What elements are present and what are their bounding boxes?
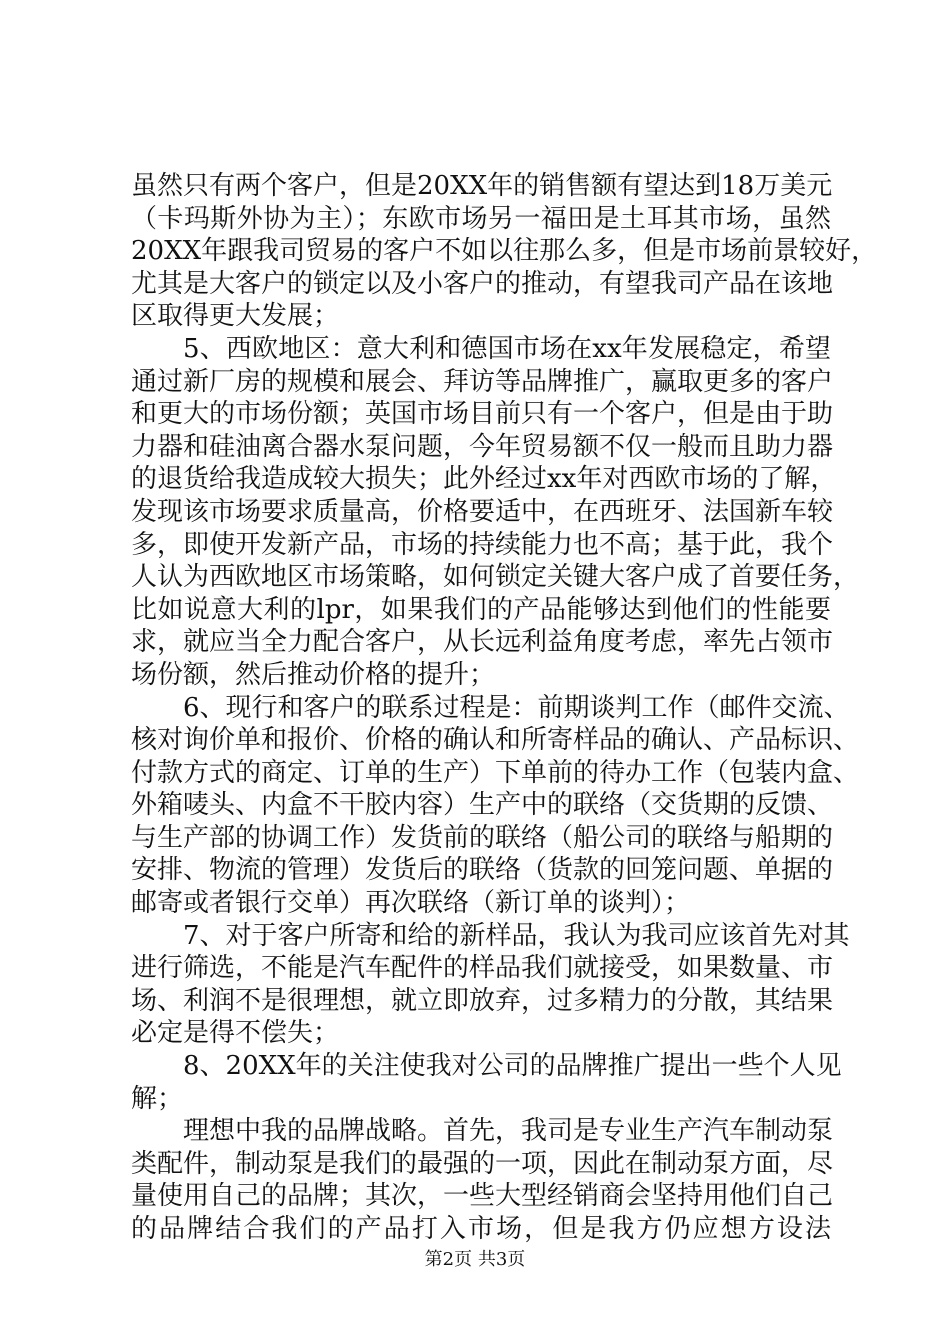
text-line: （卡玛斯外协为主）；东欧市场另一福田是土耳其市场，虽然 <box>131 203 831 234</box>
paragraph-6-start: 6、现行和客户的联系过程是：前期谈判工作（邮件交流、 <box>183 692 850 723</box>
text-line: 虽然只有两个客户，但是20XX年的销售额有望达到18万美元 <box>131 171 833 201</box>
text-line: 和更大的市场份额；英国市场目前只有一个客户，但是由于助 <box>131 399 834 430</box>
text-line: 必定是得不偿失； <box>131 1018 340 1049</box>
text-line: 尤其是大客户的锁定以及小客户的推动，有望我司产品在该地 <box>131 268 834 299</box>
text-line: 力器和硅油离合器水泵问题，今年贸易额不仅一般而且助力器 <box>131 431 834 462</box>
text-line: 区取得更大发展； <box>131 301 340 332</box>
text-line: 量使用自己的品牌；其次，一些大型经销商会坚持用他们自己 <box>131 1181 834 1212</box>
text-line: 的退货给我造成较大损失；此外经过xx年对西欧市场的了解， <box>131 464 837 495</box>
text-line: 求，就应当全力配合客户，从长远利益角度考虑，率先占领市 <box>131 627 834 658</box>
text-line: 场、利润不是很理想，就立即放弃，过多精力的分散，其结果 <box>131 985 834 1016</box>
text-line: 核对询价单和报价、价格的确认和所寄样品的确认、产品标识、 <box>131 725 860 756</box>
paragraph-5-start: 5、西欧地区：意大利和德国市场在xx年发展稳定，希望 <box>183 333 831 364</box>
text-line: 发现该市场要求质量高，价格要适中，在西班牙、法国新车较 <box>131 496 834 527</box>
text-line: 的品牌结合我们的产品打入市场，但是我方仍应想方设法 <box>131 1214 831 1244</box>
text-line: 邮寄或者银行交单）再次联络（新订单的谈判）； <box>131 888 691 919</box>
paragraph-7-start: 7、对于客户所寄和给的新样品，我认为我司应该首先对其 <box>183 920 850 951</box>
text-line: 20XX年跟我司贸易的客户不如以往那么多，但是市场前景较好， <box>131 236 878 267</box>
paragraph-brand-start: 理想中我的品牌战略。首先，我司是专业生产汽车制动泵 <box>183 1116 834 1147</box>
text-line: 通过新厂房的规模和展会、拜访等品牌推广，赢取更多的客户 <box>131 366 834 397</box>
text-line: 与生产部的协调工作）发货前的联络（船公司的联络与船期的 <box>131 822 834 853</box>
text-line: 类配件，制动泵是我们的最强的一项，因此在制动泵方面，尽 <box>131 1148 834 1179</box>
page-number-footer: 第2页 共3页 <box>424 1249 526 1270</box>
text-line: 安排、物流的管理）发货后的联络（货款的回笼问题、单据的 <box>131 855 834 886</box>
text-line: 人认为西欧地区市场策略，如何锁定关键大客户成了首要任务， <box>131 562 860 593</box>
paragraph-8-start: 8、20XX年的关注使我对公司的品牌推广提出一些个人见 <box>183 1051 842 1082</box>
text-line: 场份额，然后推动价格的提升； <box>131 659 496 690</box>
text-line: 比如说意大利的lpr，如果我们的产品能够达到他们的性能要 <box>131 594 831 625</box>
text-line: 外箱唛头、内盒不干胶内容）生产中的联络（交货期的反馈、 <box>131 790 834 821</box>
text-line: 付款方式的商定、订单的生产）下单前的待办工作（包装内盒、 <box>131 757 860 788</box>
text-line: 解； <box>131 1083 184 1114</box>
text-line: 进行筛选，不能是汽车配件的样品我们就接受，如果数量、市 <box>131 953 834 984</box>
text-line: 多，即使开发新产品，市场的持续能力也不高；基于此，我个 <box>131 529 834 560</box>
document-body <box>131 170 878 1246</box>
